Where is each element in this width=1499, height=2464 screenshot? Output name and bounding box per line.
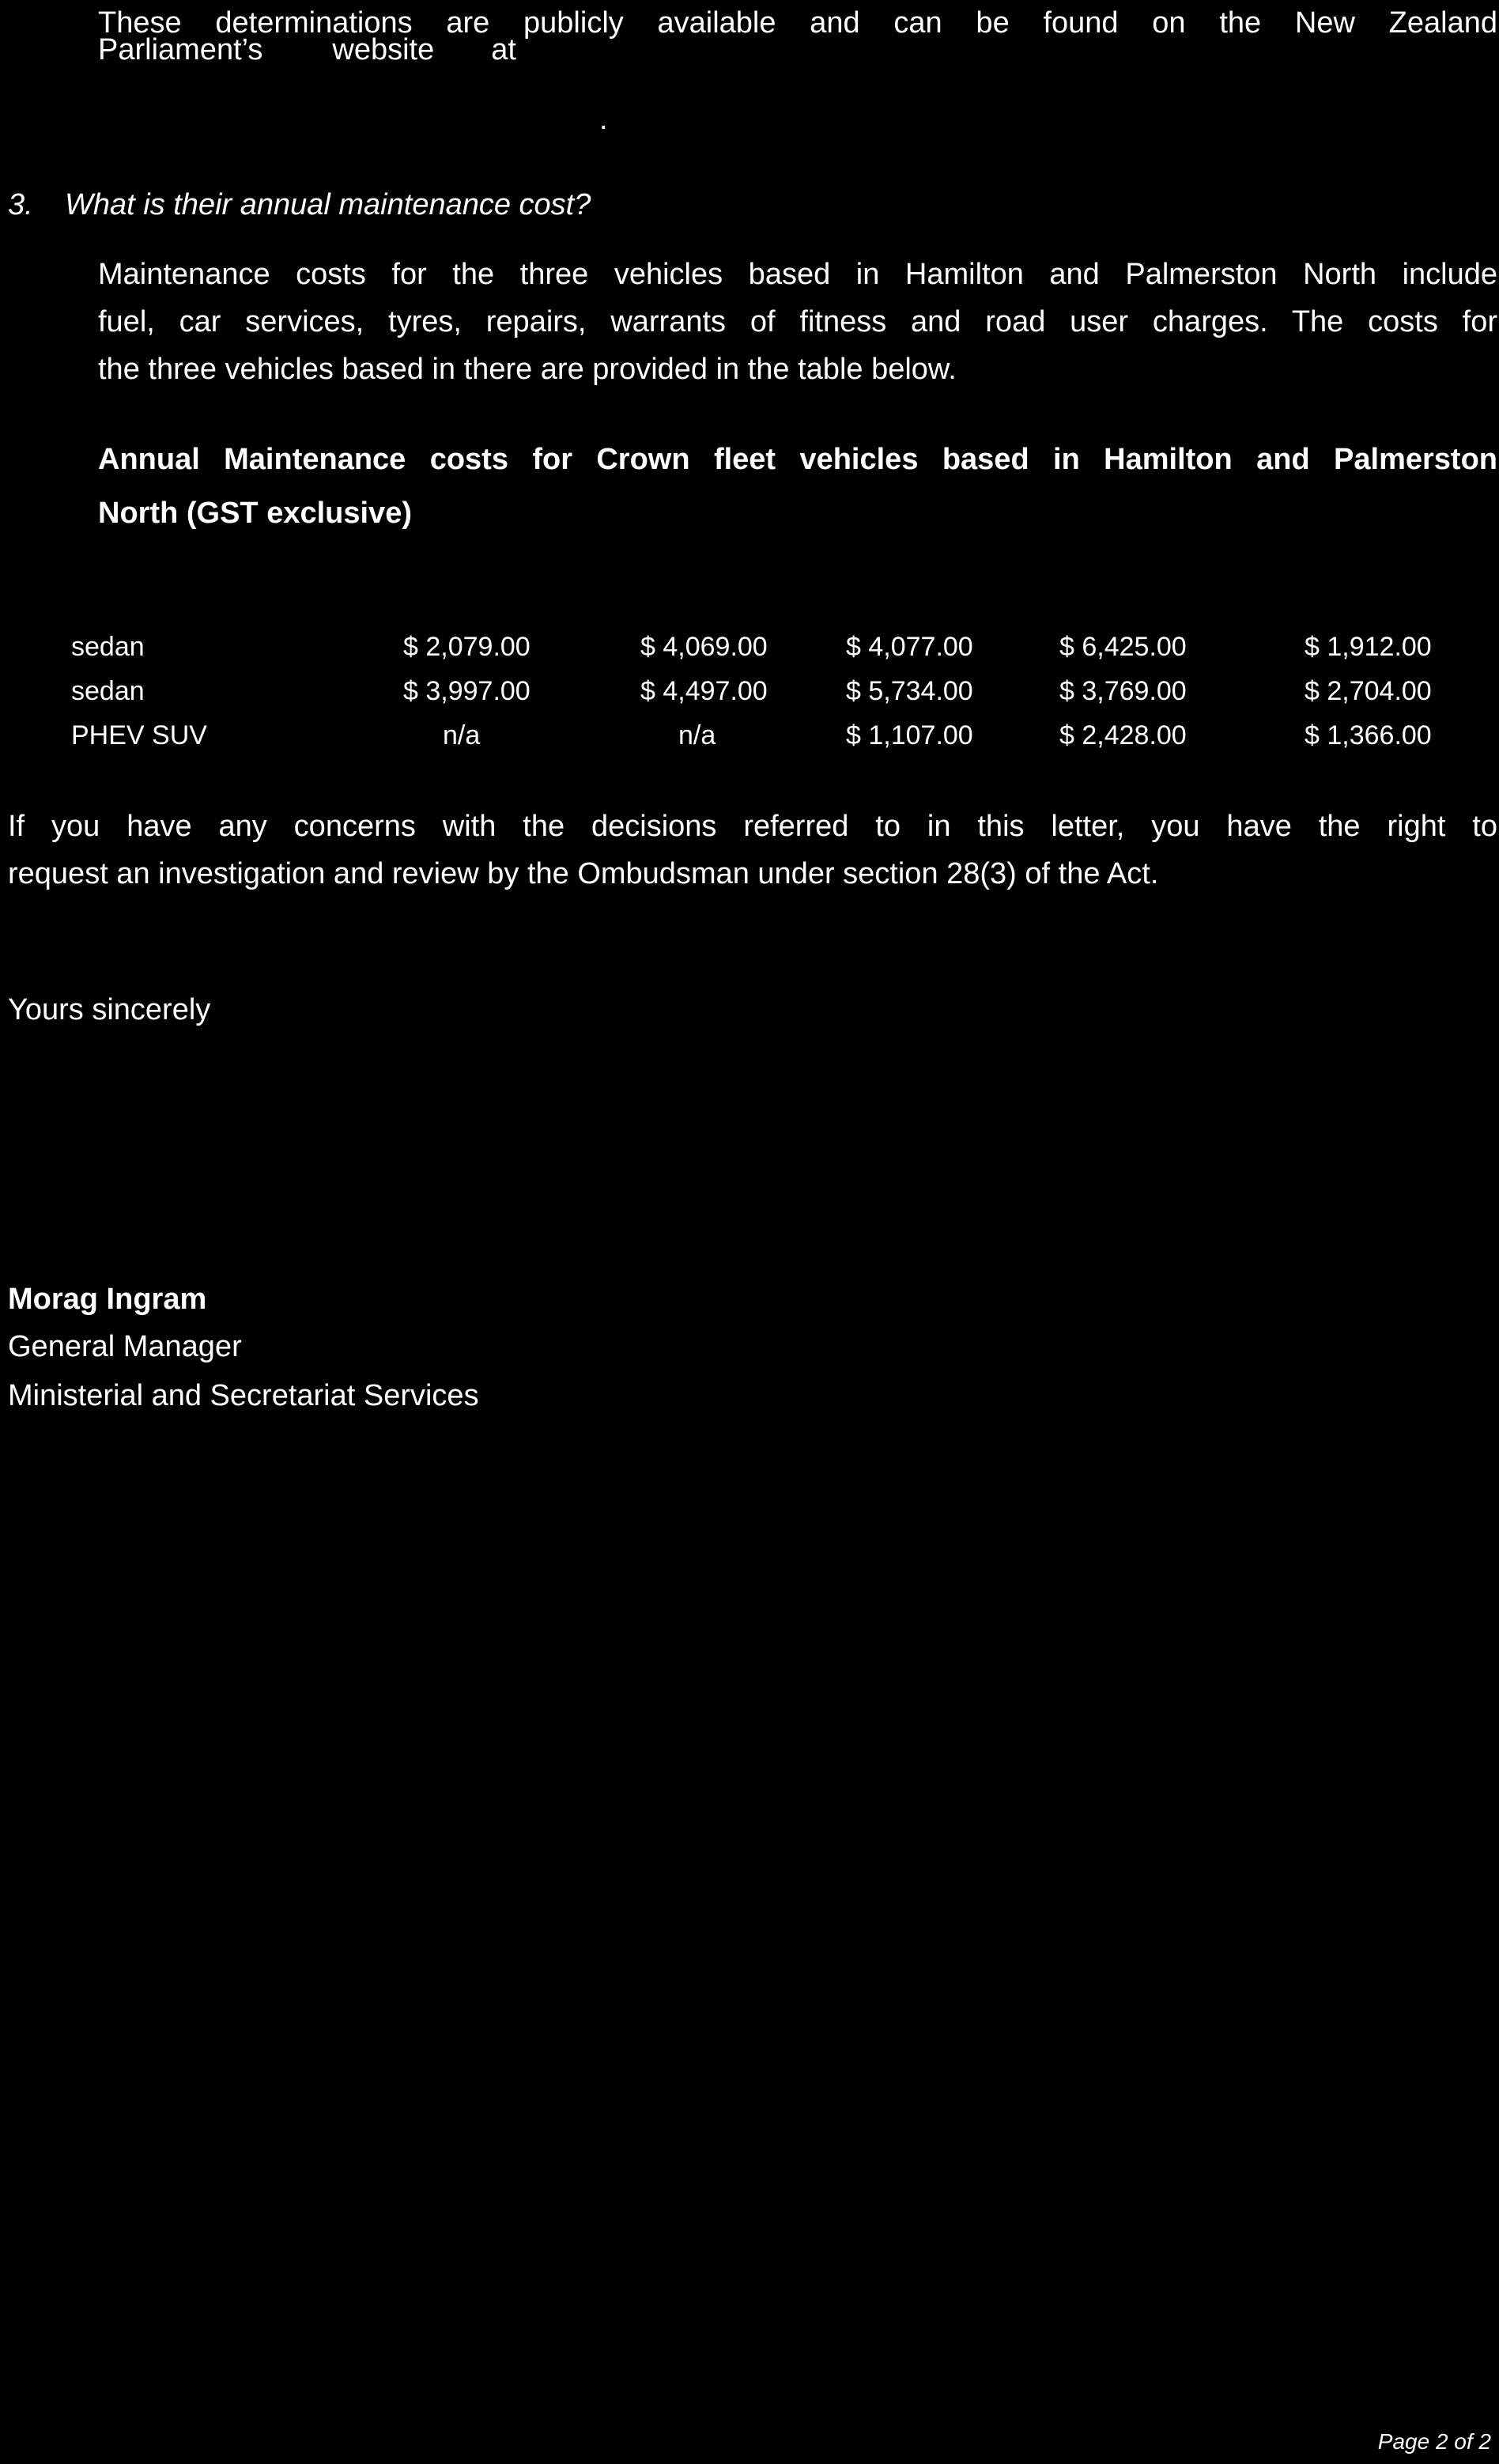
table-row (71, 669, 1478, 713)
cost-cell: $ 5,734.00 (846, 676, 973, 706)
cost-cell: $ 4,069.00 (640, 632, 768, 662)
answer-line-2: fuel, car services, tyres, repairs, warrants of fitness and road user charges. The costs for (98, 305, 1497, 338)
answer-line-3: the three vehicles based in there are provided in the table below. (98, 353, 957, 386)
table-row (71, 625, 1478, 669)
vehicle-type-cell: PHEV SUV (71, 720, 207, 750)
closing-text: Yours sincerely (8, 993, 211, 1026)
page-number: Page 2 of 2 (1377, 2429, 1491, 2454)
cost-cell: $ 2,079.00 (403, 632, 531, 662)
cost-cell: $ 3,997.00 (403, 676, 531, 706)
cost-cell: $ 6,425.00 (1059, 632, 1187, 662)
answer-line-1: Maintenance costs for the three vehicles based in Hamilton and Palmerston North include (98, 258, 1497, 291)
ombudsman-line-2: request an investigation and review by the Ombudsman under section 28(3) of the Act. (8, 857, 1159, 890)
signatory-department: Ministerial and Secretariat Services (8, 1379, 479, 1412)
cost-cell: $ 1,912.00 (1305, 632, 1432, 662)
cost-cell: n/a (678, 720, 716, 750)
question-text: What is their annual maintenance cost? (65, 188, 591, 221)
cost-cell: $ 2,428.00 (1059, 720, 1187, 750)
intro-line-1: These determinations are publicly available and can be found on the New Zealand (98, 6, 1497, 40)
signatory-name: Morag Ingram (8, 1283, 207, 1316)
vehicle-type-cell: sedan (71, 676, 145, 706)
cost-cell: $ 1,366.00 (1305, 720, 1432, 750)
intro-at-text: at (491, 33, 516, 66)
cost-cell: n/a (443, 720, 481, 750)
cost-cell: $ 1,107.00 (846, 720, 973, 750)
cost-cell: $ 2,704.00 (1305, 676, 1432, 706)
maintenance-table (71, 625, 1478, 758)
table-title-line-2: North (GST exclusive) (98, 497, 412, 530)
ombudsman-line-1: If you have any concerns with the decisions referred to in this letter, you have the right to (8, 810, 1497, 843)
intro-website-text: website (332, 33, 435, 66)
signatory-title: General Manager (8, 1330, 242, 1363)
vehicle-type-cell: sedan (71, 632, 145, 662)
question-number: 3. (8, 188, 33, 221)
table-title-line-1: Annual Maintenance costs for Crown fleet vehicles based in Hamilton and Palmerston (98, 443, 1497, 476)
cost-cell: $ 4,497.00 (640, 676, 768, 706)
table-row (71, 713, 1478, 758)
intro-parliament-text: Parliament’s (98, 33, 263, 66)
intro-line-2 (98, 27, 889, 73)
intro-line-3: . (599, 103, 608, 136)
cost-cell: $ 4,077.00 (846, 632, 973, 662)
cost-cell: $ 3,769.00 (1059, 676, 1187, 706)
